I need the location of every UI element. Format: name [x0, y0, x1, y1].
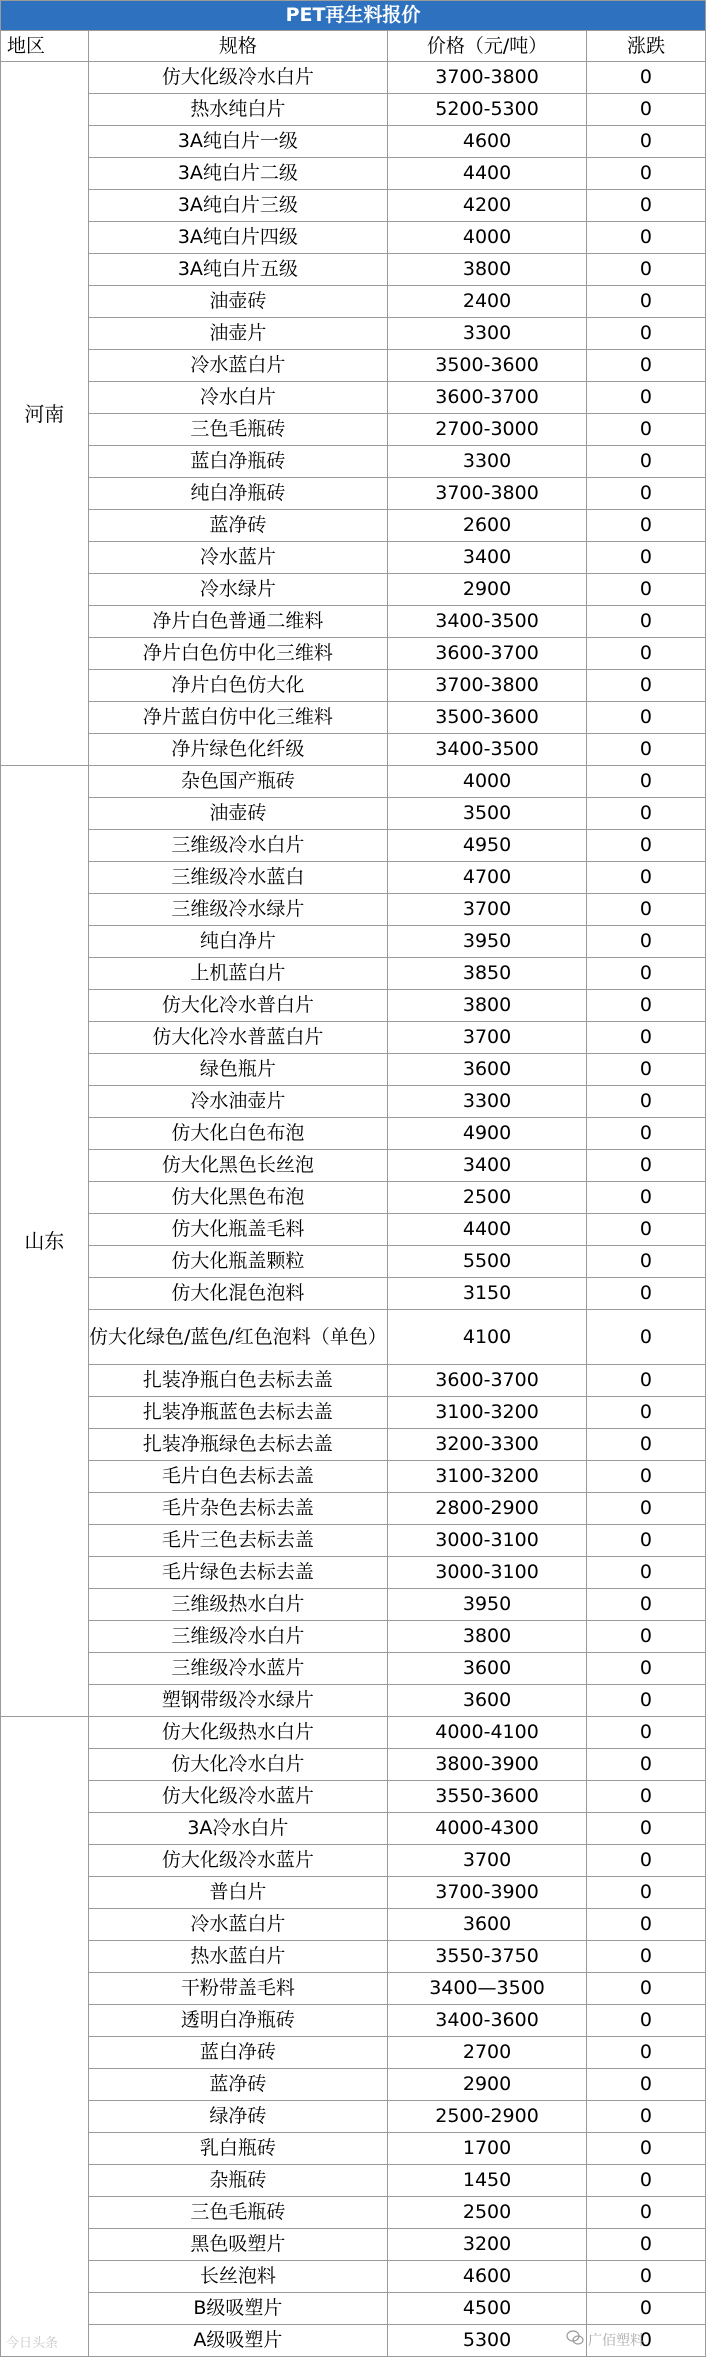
- price-cell: 3300: [388, 318, 587, 350]
- change-cell: 0: [586, 1214, 705, 1246]
- spec-cell: 纯白净瓶砖: [88, 478, 388, 510]
- spec-cell: 仿大化白色布泡: [88, 1118, 388, 1150]
- change-cell: 0: [586, 926, 705, 958]
- change-cell: 0: [586, 734, 705, 766]
- table-row: [1, 2133, 706, 2165]
- spec-cell: 冷水白片: [88, 382, 388, 414]
- table-row: [1, 1589, 706, 1621]
- change-cell: 0: [586, 1022, 705, 1054]
- price-cell: 1700: [388, 2133, 587, 2165]
- spec-cell: 净片绿色化纤级: [88, 734, 388, 766]
- price-cell: 4500: [388, 2293, 587, 2325]
- change-cell: 0: [586, 1150, 705, 1182]
- table-row: [1, 126, 706, 158]
- price-cell: 3100-3200: [388, 1461, 587, 1493]
- change-cell: 0: [586, 1246, 705, 1278]
- spec-cell: 冷水蓝片: [88, 542, 388, 574]
- table-row: [1, 1845, 706, 1877]
- price-cell: 2900: [388, 2069, 587, 2101]
- table-row: [1, 1278, 706, 1310]
- price-cell: 3000-3100: [388, 1557, 587, 1589]
- spec-cell: 毛片杂色去标去盖: [88, 1493, 388, 1525]
- change-cell: 0: [586, 1909, 705, 1941]
- spec-cell: 油壶片: [88, 318, 388, 350]
- table-title: PET再生料报价: [1, 1, 706, 31]
- table-row: [1, 510, 706, 542]
- change-cell: 0: [586, 1941, 705, 1973]
- price-cell: 3850: [388, 958, 587, 990]
- spec-cell: 毛片绿色去标去盖: [88, 1557, 388, 1589]
- change-cell: 0: [586, 830, 705, 862]
- price-cell: 4100: [388, 1310, 587, 1365]
- price-cell: 2900: [388, 574, 587, 606]
- spec-cell: 纯白净片: [88, 926, 388, 958]
- price-cell: 4700: [388, 862, 587, 894]
- table-row: [1, 94, 706, 126]
- change-cell: 0: [586, 1278, 705, 1310]
- spec-cell: 干粉带盖毛料: [88, 1973, 388, 2005]
- spec-cell: 冷水蓝白片: [88, 1909, 388, 1941]
- spec-cell: 扎装净瓶蓝色去标去盖: [88, 1397, 388, 1429]
- change-cell: 0: [586, 1877, 705, 1909]
- table-row: [1, 1685, 706, 1717]
- change-cell: 0: [586, 286, 705, 318]
- price-cell: 3600-3700: [388, 382, 587, 414]
- table-row: [1, 382, 706, 414]
- change-cell: 0: [586, 1118, 705, 1150]
- spec-cell: 仿大化冷水白片: [88, 1749, 388, 1781]
- table-row: [1, 1813, 706, 1845]
- table-row: [1, 734, 706, 766]
- change-cell: 0: [586, 798, 705, 830]
- spec-cell: 塑钢带级冷水绿片: [88, 1685, 388, 1717]
- price-cell: 3550-3600: [388, 1781, 587, 1813]
- table-row: [1, 1022, 706, 1054]
- price-cell: 4600: [388, 126, 587, 158]
- header-price: 价格（元/吨）: [388, 31, 587, 62]
- change-cell: 0: [586, 2133, 705, 2165]
- price-cell: 5200-5300: [388, 94, 587, 126]
- spec-cell: 冷水蓝白片: [88, 350, 388, 382]
- table-row: [1, 990, 706, 1022]
- price-cell: 3600: [388, 1685, 587, 1717]
- change-cell: 0: [586, 478, 705, 510]
- price-cell: 3400—3500: [388, 1973, 587, 2005]
- table-row: [1, 574, 706, 606]
- change-cell: 0: [586, 318, 705, 350]
- change-cell: 0: [586, 606, 705, 638]
- table-row: [1, 894, 706, 926]
- spec-cell: 普白片: [88, 1877, 388, 1909]
- table-row: [1, 350, 706, 382]
- table-row: [1, 1118, 706, 1150]
- change-cell: 0: [586, 1054, 705, 1086]
- table-row: [1, 1054, 706, 1086]
- price-cell: 4000-4100: [388, 1717, 587, 1749]
- table-row: [1, 446, 706, 478]
- price-cell: 3600-3700: [388, 1365, 587, 1397]
- change-cell: 0: [586, 414, 705, 446]
- spec-cell: A级吸塑片: [88, 2325, 388, 2357]
- table-row: [1, 1461, 706, 1493]
- header-region: 地区: [1, 31, 89, 62]
- price-cell: 5300: [388, 2325, 587, 2357]
- spec-cell: 仿大化级冷水蓝片: [88, 1781, 388, 1813]
- change-cell: 0: [586, 62, 705, 94]
- table-row: [1, 190, 706, 222]
- change-cell: 0: [586, 1365, 705, 1397]
- price-cell: 3400-3500: [388, 606, 587, 638]
- spec-cell: 油壶砖: [88, 286, 388, 318]
- spec-cell: 三维级冷水白片: [88, 1621, 388, 1653]
- price-cell: 3700: [388, 1845, 587, 1877]
- change-cell: 0: [586, 446, 705, 478]
- spec-cell: 3A纯白片二级: [88, 158, 388, 190]
- table-row: [1, 254, 706, 286]
- price-cell: 3800-3900: [388, 1749, 587, 1781]
- price-cell: 3700-3900: [388, 1877, 587, 1909]
- spec-cell: 蓝白净砖: [88, 2037, 388, 2069]
- change-cell: 0: [586, 542, 705, 574]
- table-row: [1, 2037, 706, 2069]
- spec-cell: 乳白瓶砖: [88, 2133, 388, 2165]
- spec-cell: 仿大化瓶盖毛料: [88, 1214, 388, 1246]
- spec-cell: 净片白色普通二维料: [88, 606, 388, 638]
- change-cell: 0: [586, 2293, 705, 2325]
- table-row: [1, 2069, 706, 2101]
- spec-cell: 3A冷水白片: [88, 1813, 388, 1845]
- change-cell: 0: [586, 1621, 705, 1653]
- spec-cell: 仿大化冷水普蓝白片: [88, 1022, 388, 1054]
- spec-cell: 3A纯白片五级: [88, 254, 388, 286]
- table-row: [1, 1493, 706, 1525]
- spec-cell: 3A纯白片一级: [88, 126, 388, 158]
- price-cell: 3800: [388, 1621, 587, 1653]
- price-cell: 4400: [388, 1214, 587, 1246]
- change-cell: 0: [586, 2229, 705, 2261]
- change-cell: 0: [586, 1685, 705, 1717]
- change-cell: 0: [586, 510, 705, 542]
- spec-cell: 仿大化冷水普白片: [88, 990, 388, 1022]
- table-row: [1, 958, 706, 990]
- price-cell: 3700: [388, 894, 587, 926]
- spec-cell: 热水蓝白片: [88, 1941, 388, 1973]
- change-cell: 0: [586, 766, 705, 798]
- price-cell: 3150: [388, 1278, 587, 1310]
- change-cell: 0: [586, 2101, 705, 2133]
- change-cell: 0: [586, 1717, 705, 1749]
- change-cell: 0: [586, 158, 705, 190]
- table-row: [1, 1557, 706, 1589]
- region-cell: 山东: [1, 766, 89, 1717]
- spec-cell: 仿大化混色泡料: [88, 1278, 388, 1310]
- spec-cell: 毛片白色去标去盖: [88, 1461, 388, 1493]
- change-cell: 0: [586, 862, 705, 894]
- price-cell: 5500: [388, 1246, 587, 1278]
- spec-cell: 绿净砖: [88, 2101, 388, 2133]
- price-cell: 3200-3300: [388, 1429, 587, 1461]
- table-row: [1, 862, 706, 894]
- change-cell: 0: [586, 1461, 705, 1493]
- change-cell: 0: [586, 702, 705, 734]
- change-cell: 0: [586, 1429, 705, 1461]
- price-cell: 2500: [388, 2197, 587, 2229]
- table-row: [1, 1086, 706, 1118]
- spec-cell: 蓝净砖: [88, 2069, 388, 2101]
- table-row: [1, 1397, 706, 1429]
- table-row: [1, 318, 706, 350]
- spec-cell: 仿大化级冷水白片: [88, 62, 388, 94]
- price-cell: 3700-3800: [388, 478, 587, 510]
- table-row: [1, 702, 706, 734]
- price-cell: 3800: [388, 990, 587, 1022]
- table-row: [1, 1246, 706, 1278]
- table-row: [1, 1653, 706, 1685]
- spec-cell: 净片白色仿大化: [88, 670, 388, 702]
- change-cell: 0: [586, 254, 705, 286]
- change-cell: 0: [586, 670, 705, 702]
- price-cell: 4000: [388, 766, 587, 798]
- table-row: [1, 2101, 706, 2133]
- spec-cell: 仿大化瓶盖颗粒: [88, 1246, 388, 1278]
- spec-cell: 3A纯白片三级: [88, 190, 388, 222]
- spec-cell: 毛片三色去标去盖: [88, 1525, 388, 1557]
- table-row: [1, 1525, 706, 1557]
- spec-cell: 三色毛瓶砖: [88, 414, 388, 446]
- price-cell: 3500: [388, 798, 587, 830]
- price-cell: 2500-2900: [388, 2101, 587, 2133]
- spec-cell: 3A纯白片四级: [88, 222, 388, 254]
- price-cell: 3950: [388, 926, 587, 958]
- spec-cell: 仿大化级热水白片: [88, 1717, 388, 1749]
- spec-cell: 三色毛瓶砖: [88, 2197, 388, 2229]
- change-cell: 0: [586, 1525, 705, 1557]
- change-cell: 0: [586, 2069, 705, 2101]
- table-row: [1, 1365, 706, 1397]
- table-row: [1, 1150, 706, 1182]
- region-cell: [1, 1717, 89, 2357]
- watermark-right: 广佰塑料: [588, 2333, 644, 2349]
- price-cell: 3400: [388, 542, 587, 574]
- change-cell: 0: [586, 574, 705, 606]
- price-cell: 3800: [388, 254, 587, 286]
- change-cell: 0: [586, 126, 705, 158]
- price-cell: 3300: [388, 446, 587, 478]
- price-cell: 3600: [388, 1909, 587, 1941]
- change-cell: 0: [586, 1973, 705, 2005]
- table-row: [1, 2165, 706, 2197]
- header-change: 涨跌: [586, 31, 705, 62]
- table-row: [1, 62, 706, 94]
- price-cell: 3000-3100: [388, 1525, 587, 1557]
- price-cell: 3100-3200: [388, 1397, 587, 1429]
- table-row: [1, 1877, 706, 1909]
- price-cell: 3400: [388, 1150, 587, 1182]
- change-cell: 0: [586, 1589, 705, 1621]
- price-cell: 3700: [388, 1022, 587, 1054]
- table-row: [1, 926, 706, 958]
- price-cell: 3600: [388, 1054, 587, 1086]
- table-row: [1, 766, 706, 798]
- region-cell: 河南: [1, 62, 89, 766]
- spec-cell: 仿大化级冷水蓝片: [88, 1845, 388, 1877]
- table-row: [1, 2229, 706, 2261]
- spec-cell: 黑色吸塑片: [88, 2229, 388, 2261]
- price-cell: 3400-3500: [388, 734, 587, 766]
- price-cell: 4900: [388, 1118, 587, 1150]
- spec-cell: 三维级热水白片: [88, 1589, 388, 1621]
- table-row: [1, 1973, 706, 2005]
- spec-cell: 扎装净瓶白色去标去盖: [88, 1365, 388, 1397]
- spec-cell: 热水纯白片: [88, 94, 388, 126]
- change-cell: 0: [586, 1781, 705, 1813]
- table-row: [1, 638, 706, 670]
- change-cell: 0: [586, 638, 705, 670]
- change-cell: 0: [586, 2325, 705, 2357]
- spec-cell: 冷水油壶片: [88, 1086, 388, 1118]
- spec-cell: 扎装净瓶绿色去标去盖: [88, 1429, 388, 1461]
- table-row: [1, 1717, 706, 1749]
- price-cell: 3700-3800: [388, 62, 587, 94]
- change-cell: 0: [586, 894, 705, 926]
- spec-cell: 蓝白净瓶砖: [88, 446, 388, 478]
- spec-cell: 净片蓝白仿中化三维料: [88, 702, 388, 734]
- change-cell: 0: [586, 94, 705, 126]
- change-cell: 0: [586, 2165, 705, 2197]
- table-row: [1, 1621, 706, 1653]
- price-cell: 1450: [388, 2165, 587, 2197]
- spec-cell: 透明白净瓶砖: [88, 2005, 388, 2037]
- table-row: [1, 478, 706, 510]
- header-spec: 规格: [88, 31, 388, 62]
- spec-cell: B级吸塑片: [88, 2293, 388, 2325]
- price-cell: 4200: [388, 190, 587, 222]
- spec-cell: 上机蓝白片: [88, 958, 388, 990]
- change-cell: 0: [586, 190, 705, 222]
- change-cell: 0: [586, 222, 705, 254]
- change-cell: 0: [586, 1086, 705, 1118]
- table-header-row: [1, 31, 706, 62]
- spec-cell: 仿大化黑色布泡: [88, 1182, 388, 1214]
- change-cell: 0: [586, 1845, 705, 1877]
- price-cell: 4950: [388, 830, 587, 862]
- change-cell: 0: [586, 2005, 705, 2037]
- table-row: [1, 2005, 706, 2037]
- spec-cell: 冷水绿片: [88, 574, 388, 606]
- spec-cell: 杂瓶砖: [88, 2165, 388, 2197]
- spec-cell: 三维级冷水绿片: [88, 894, 388, 926]
- table-row: [1, 2261, 706, 2293]
- table-row: [1, 798, 706, 830]
- price-cell: 3600: [388, 1653, 587, 1685]
- price-cell: 2500: [388, 1182, 587, 1214]
- change-cell: 0: [586, 1397, 705, 1429]
- table-row: [1, 2293, 706, 2325]
- spec-cell: 杂色国产瓶砖: [88, 766, 388, 798]
- spec-cell: 油壶砖: [88, 798, 388, 830]
- table-row: [1, 1429, 706, 1461]
- change-cell: 0: [586, 1653, 705, 1685]
- price-cell: 2800-2900: [388, 1493, 587, 1525]
- price-cell: 3500-3600: [388, 350, 587, 382]
- table-row: [1, 1909, 706, 1941]
- watermark-left: 今日头条: [6, 2336, 59, 2351]
- spec-cell: 三维级冷水蓝白: [88, 862, 388, 894]
- table-row: [1, 286, 706, 318]
- table-row: [1, 542, 706, 574]
- table-row: [1, 222, 706, 254]
- price-cell: 3600-3700: [388, 638, 587, 670]
- spec-cell: 蓝净砖: [88, 510, 388, 542]
- price-cell: 3400-3600: [388, 2005, 587, 2037]
- price-cell: 3500-3600: [388, 702, 587, 734]
- price-cell: 2700-3000: [388, 414, 587, 446]
- change-cell: 0: [586, 1557, 705, 1589]
- spec-cell: 三维级冷水蓝片: [88, 1653, 388, 1685]
- price-cell: 4600: [388, 2261, 587, 2293]
- table-row: [1, 1310, 706, 1365]
- price-cell: 3300: [388, 1086, 587, 1118]
- spec-cell: 净片白色仿中化三维料: [88, 638, 388, 670]
- change-cell: 0: [586, 2037, 705, 2069]
- change-cell: 0: [586, 1493, 705, 1525]
- price-cell: 4400: [388, 158, 587, 190]
- table-row: [1, 1182, 706, 1214]
- change-cell: 0: [586, 1749, 705, 1781]
- table-row: [1, 1941, 706, 1973]
- change-cell: 0: [586, 2197, 705, 2229]
- table-row: [1, 1214, 706, 1246]
- spec-cell: 三维级冷水白片: [88, 830, 388, 862]
- table-title-row: [1, 1, 706, 31]
- price-cell: 3550-3750: [388, 1941, 587, 1973]
- table-row: [1, 670, 706, 702]
- spec-cell: 仿大化绿色/蓝色/红色泡料（单色）: [88, 1310, 388, 1365]
- table-row: [1, 158, 706, 190]
- spec-cell: 长丝泡料: [88, 2261, 388, 2293]
- spec-cell: 绿色瓶片: [88, 1054, 388, 1086]
- change-cell: 0: [586, 958, 705, 990]
- table-row: [1, 1781, 706, 1813]
- change-cell: 0: [586, 2261, 705, 2293]
- wechat-icon: [566, 2330, 584, 2346]
- table-row: [1, 2197, 706, 2229]
- table-row: [1, 830, 706, 862]
- price-cell: 2400: [388, 286, 587, 318]
- table-row: [1, 414, 706, 446]
- change-cell: 0: [586, 1813, 705, 1845]
- price-cell: 3950: [388, 1589, 587, 1621]
- change-cell: 0: [586, 1310, 705, 1365]
- table-row: [1, 606, 706, 638]
- price-cell: 4000: [388, 222, 587, 254]
- change-cell: 0: [586, 382, 705, 414]
- price-cell: 3700-3800: [388, 670, 587, 702]
- change-cell: 0: [586, 990, 705, 1022]
- price-cell: 3200: [388, 2229, 587, 2261]
- change-cell: 0: [586, 350, 705, 382]
- price-cell: 2600: [388, 510, 587, 542]
- change-cell: 0: [586, 1182, 705, 1214]
- table-row: [1, 1749, 706, 1781]
- spec-cell: 仿大化黑色长丝泡: [88, 1150, 388, 1182]
- price-cell: 4000-4300: [388, 1813, 587, 1845]
- price-cell: 2700: [388, 2037, 587, 2069]
